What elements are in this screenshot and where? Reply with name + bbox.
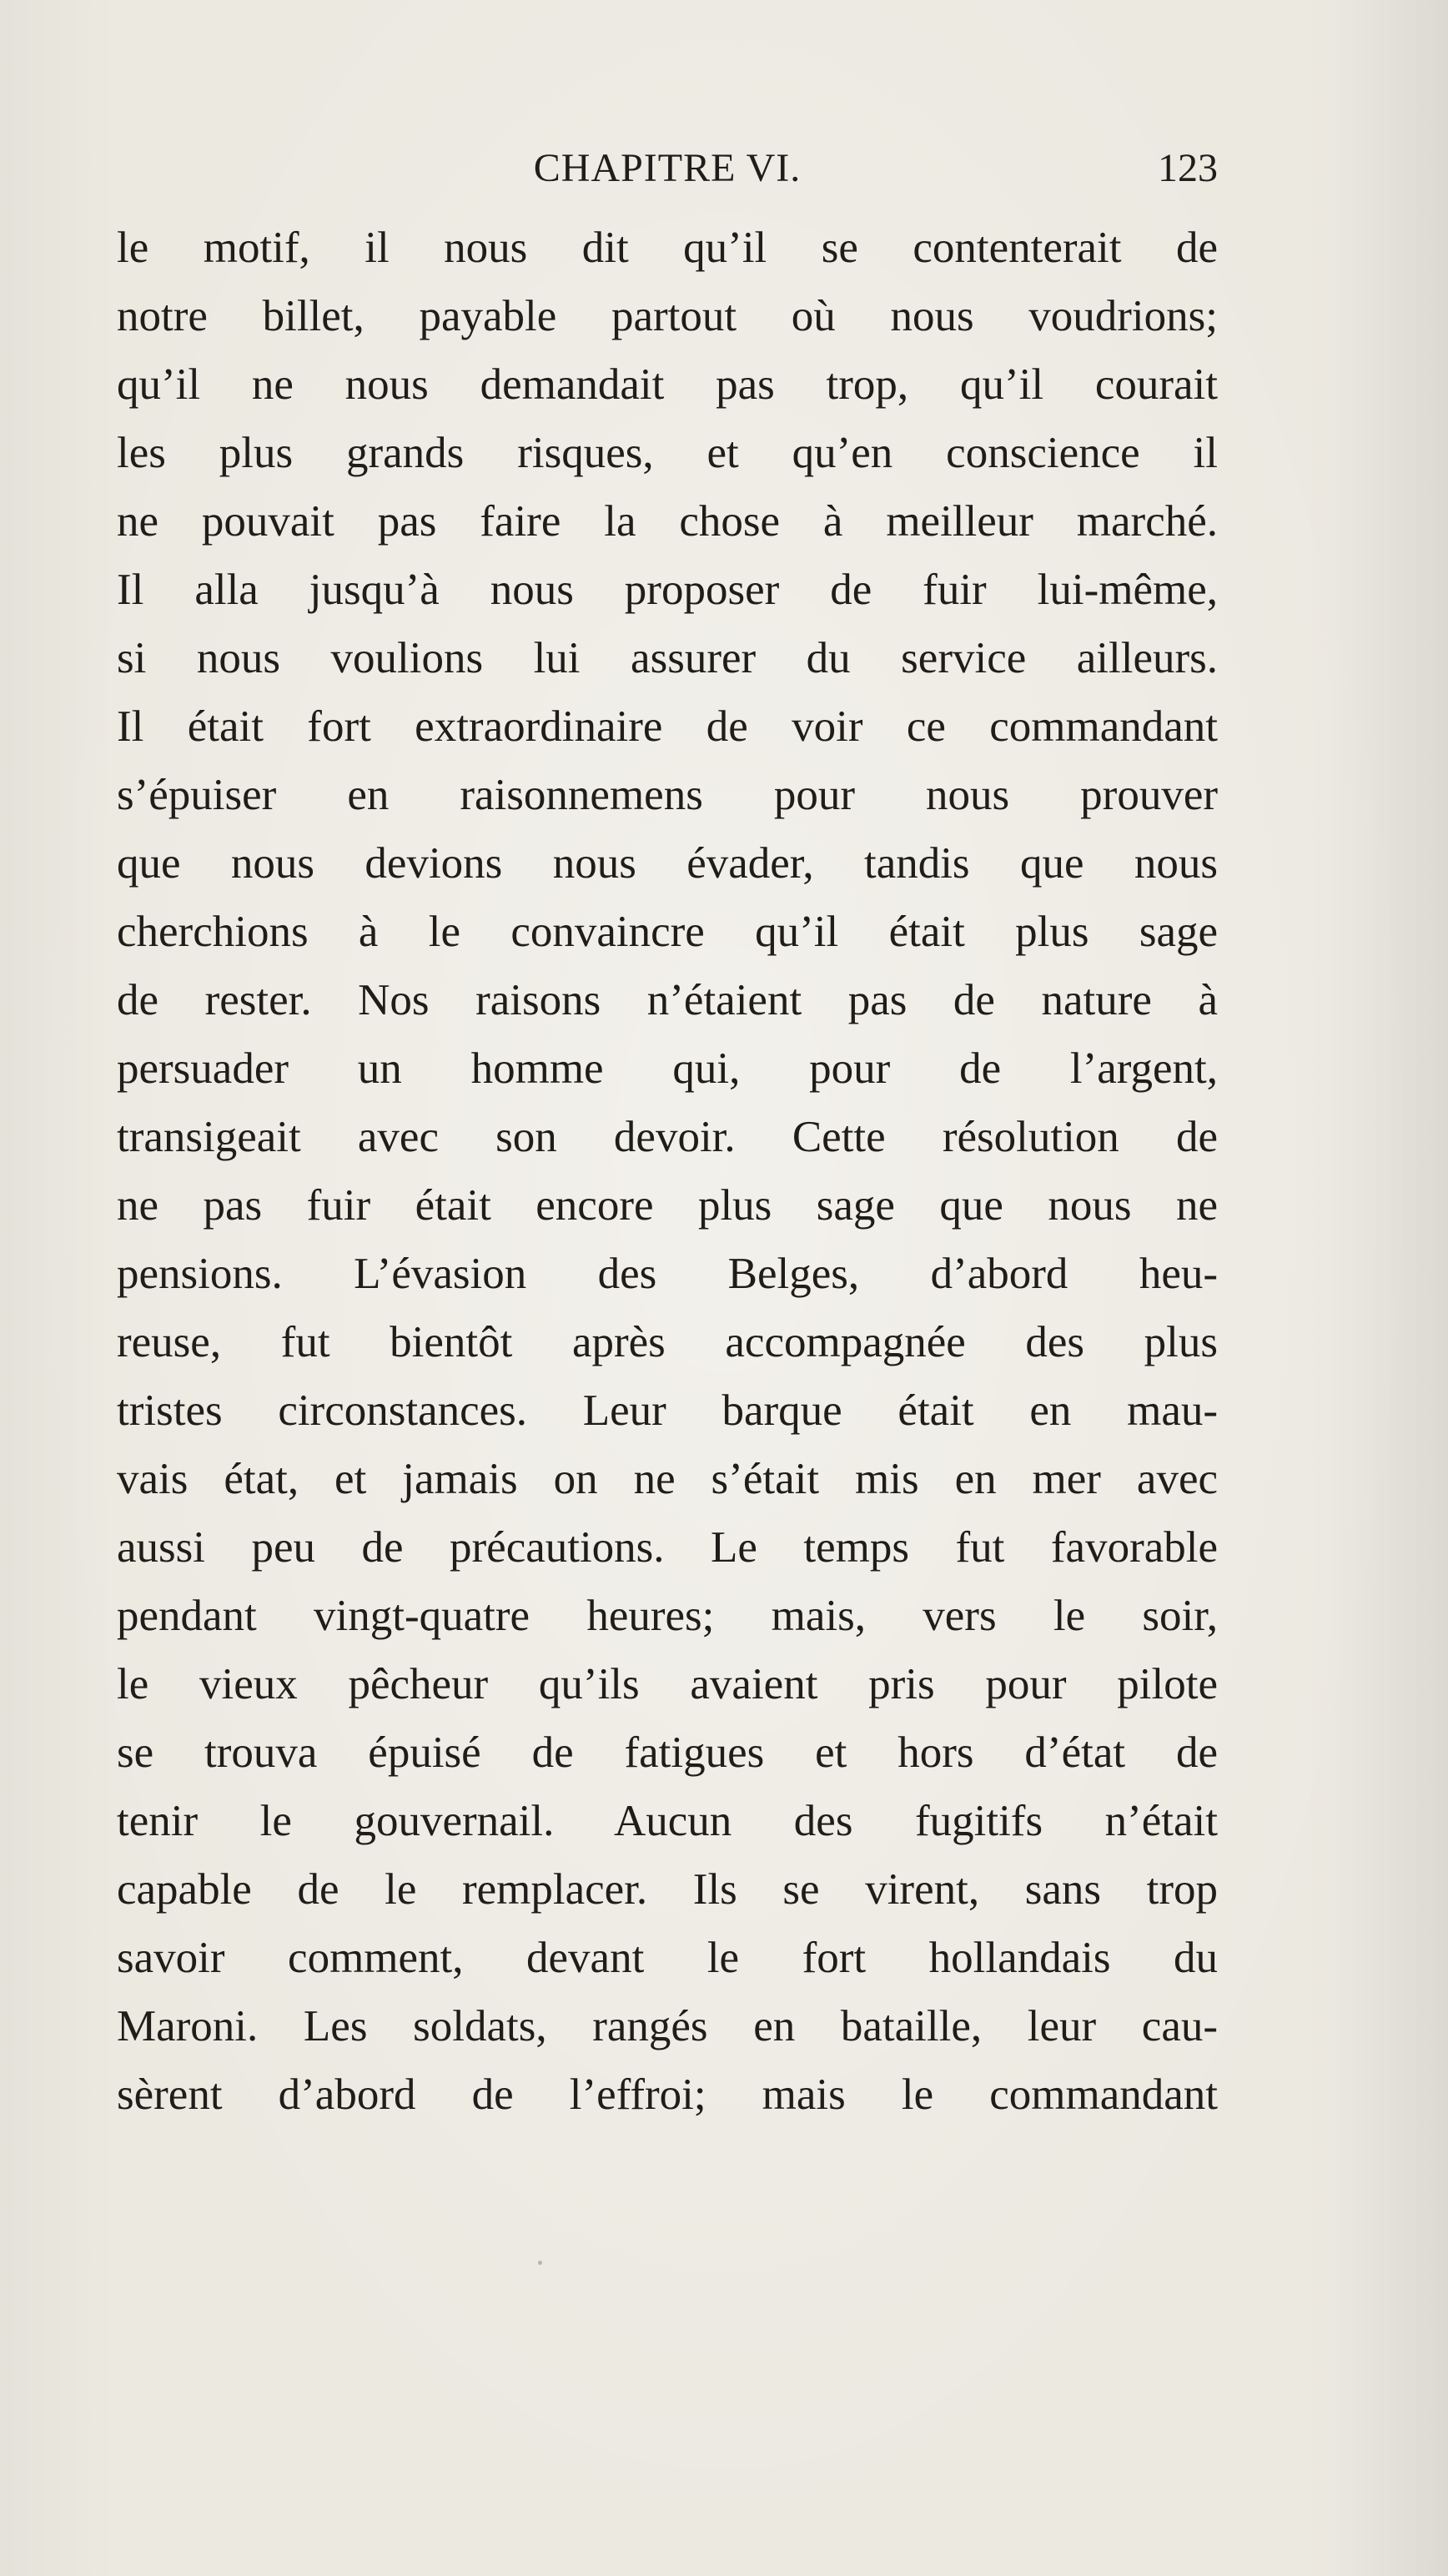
text-line: les plus grands risques, et qu’en conscience il — [117, 429, 1218, 477]
running-head — [117, 143, 1218, 194]
text-line: le motif, il nous dit qu’il se contenterait de — [117, 224, 1218, 272]
text-line: vais état, et jamais on ne s’était mis en mer avec — [117, 1455, 1218, 1503]
paper-speck — [538, 2261, 542, 2265]
text-line: transigeait avec son devoir. Cette résolution de — [117, 1113, 1218, 1161]
text-line: Il alla jusqu’à nous proposer de fuir lui-même, — [117, 566, 1218, 614]
text-line: Maroni. Les soldats, rangés en bataille, leur cau- — [117, 2002, 1218, 2050]
text-line: qu’il ne nous demandait pas trop, qu’il courait — [117, 360, 1218, 409]
text-line: cherchions à le convaincre qu’il était plus sage — [117, 908, 1218, 956]
text-line: capable de le remplacer. Ils se virent, sans trop — [117, 1865, 1218, 1914]
text-line: pensions. L’évasion des Belges, d’abord heu- — [117, 1250, 1218, 1298]
text-line: Il était fort extraordinaire de voir ce commandant — [117, 702, 1218, 751]
text-line: ne pas fuir était encore plus sage que nous ne — [117, 1181, 1218, 1230]
text-line: persuader un homme qui, pour de l’argent, — [117, 1044, 1218, 1093]
text-line: se trouva épuisé de fatigues et hors d’état de — [117, 1728, 1218, 1777]
text-line: sèrent d’abord de l’effroi; mais le commandant — [117, 2070, 1218, 2119]
page-number: 123 — [1158, 146, 1218, 190]
text-line: s’épuiser en raisonnemens pour nous prouver — [117, 771, 1218, 819]
text-line: reuse, fut bientôt après accompagnée des plus — [117, 1318, 1218, 1366]
text-line: si nous voulions lui assurer du service ailleurs. — [117, 634, 1218, 682]
text-line: savoir comment, devant le fort hollandais du — [117, 1934, 1218, 1982]
text-line: ne pouvait pas faire la chose à meilleur marché. — [117, 497, 1218, 546]
text-line: notre billet, payable partout où nous voudrions; — [117, 292, 1218, 340]
text-line: de rester. Nos raisons n’étaient pas de nature à — [117, 976, 1218, 1024]
text-line: le vieux pêcheur qu’ils avaient pris pour pilote — [117, 1660, 1218, 1708]
text-line: aussi peu de précautions. Le temps fut favorable — [117, 1523, 1218, 1572]
text-line: pendant vingt-quatre heures; mais, vers le soir, — [117, 1592, 1218, 1640]
text-line: que nous devions nous évader, tandis que nous — [117, 839, 1218, 888]
body-text — [117, 214, 1218, 2129]
page-edge-shading — [1301, 0, 1448, 2576]
running-title: CHAPITRE VI. — [533, 146, 802, 190]
text-line: tenir le gouvernail. Aucun des fugitifs n’était — [117, 1797, 1218, 1845]
text-line: tristes circonstances. Leur barque était en mau- — [117, 1386, 1218, 1435]
